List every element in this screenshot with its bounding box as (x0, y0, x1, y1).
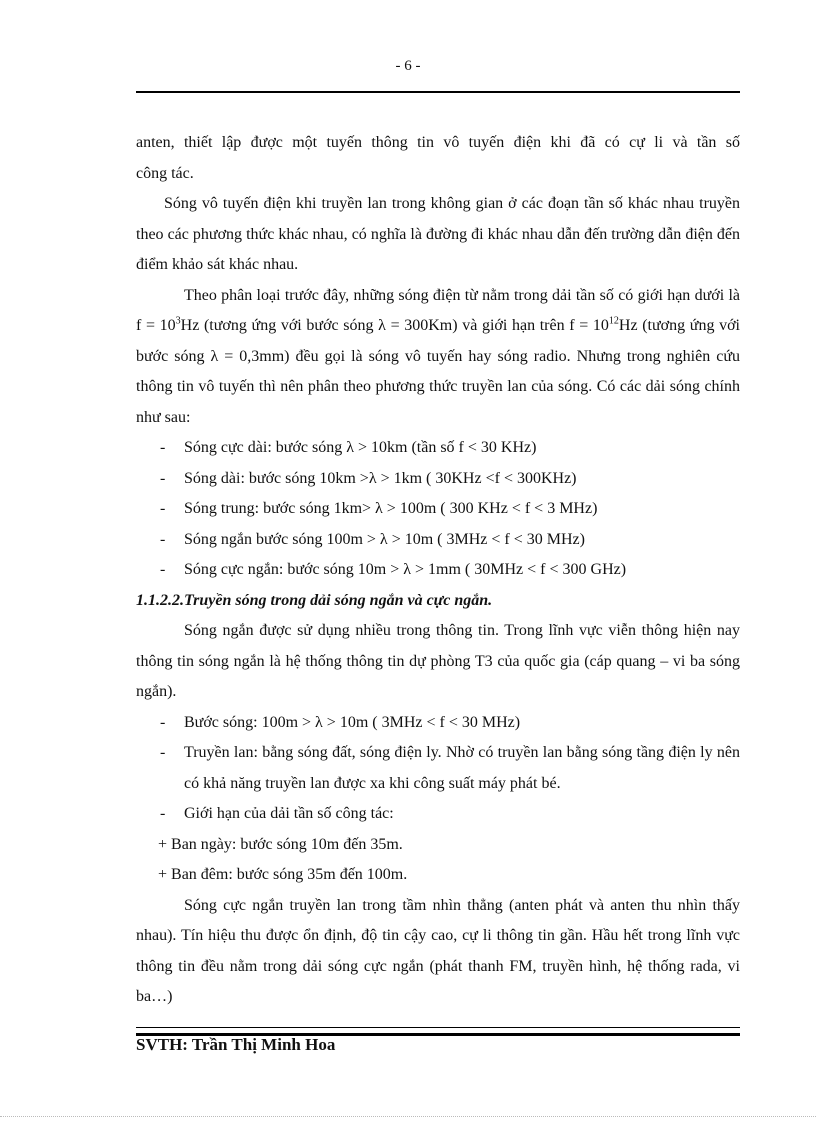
paragraph-continued: anten, thiết lập được một tuyến thông tin vô tuyến điện khi đã có cự li và tần số (136, 134, 740, 151)
dash-marker: - (160, 713, 166, 731)
band-text: Sóng trung: bước sóng 1km> λ > 100m ( 300 KHz < f < 3 MHz) (184, 500, 598, 517)
header-rule (136, 91, 740, 93)
page-number: - 6 - (395, 58, 421, 74)
paragraph-propagation: Sóng vô tuyến điện khi truyền lan trong không gian ở các đoạn tần số khác nhau truyền theo các phương thức khác nhau, có nghĩa là đường đi khác nhau dẫn đến trường dẫn điện đến điểm khảo sát khác nhau. (136, 195, 740, 273)
band-text: Sóng ngắn bước sóng 100m > λ > 10m ( 3MHz < f < 30 MHz) (184, 530, 585, 548)
short-wave-item (136, 799, 740, 830)
classification-text-b: Hz (tương ứng với bước sóng λ = 300Km) và giới hạn trên f = 10 (180, 317, 609, 334)
band-item (136, 525, 740, 556)
classification-text-c: Hz (tương ứng với bước sóng λ = 0,3mm) đều gọi là sóng vô tuyến hay sóng radio. Nhưng trong nghiên cứu thông tin vô tuyến thì nên phân theo phương thức truyền lan của sóng. Có các dải sóng chính như sau: (136, 317, 740, 426)
day-range-item: + Ban ngày: bước sóng 10m đến 35m. (158, 835, 403, 853)
paragraph-classification (136, 281, 740, 434)
item-text: Bước sóng: 100m > λ > 10m ( 3MHz < f < 30 MHz) (184, 713, 521, 731)
paragraph-continued-end: công tác. (136, 164, 194, 182)
superscript-exponent: 3 (175, 315, 181, 327)
page-body (136, 128, 740, 1013)
dash-marker: - (160, 500, 166, 517)
superscript-exponent: 12 (608, 315, 619, 327)
item-text: Truyền lan: bằng sóng đất, sóng điện ly. Nhờ có truyền lan bằng sóng tầng điện ly nên có khả năng truyền lan được xa khi công suất máy phát bé. (184, 744, 740, 792)
footer-author: SVTH: Trần Thị Minh Hoa (136, 1035, 336, 1054)
band-item (136, 494, 740, 525)
band-item (136, 555, 740, 586)
band-text: Sóng cực ngắn: bước sóng 10m > λ > 1mm ( 30MHz < f < 300 GHz) (184, 561, 627, 578)
dash-marker: - (160, 530, 166, 548)
paragraph-ultra-short-wave: Sóng cực ngắn truyền lan trong tầm nhìn thẳng (anten phát và anten thu nhìn thấy nhau). Tín hiệu thu được ổn định, độ tin cậy cao, cự li thông tin gần. Hầu hết trong lĩnh vực thông tin đều nằm trong dải sóng cực ngắn (phát thanh FM, truyền hình, hệ thống rada, vi ba…) (136, 896, 740, 1005)
dash-marker: - (160, 561, 166, 578)
classification-text-a: Theo phân loại trước đây, những sóng điện từ nằm trong dải tần số có giới hạn dưới là f = 10 (136, 286, 740, 334)
band-text: Sóng cực dài: bước sóng λ > 10km (tần số f < 30 KHz) (184, 439, 537, 456)
page-edge-dots (0, 1116, 816, 1117)
band-item (136, 433, 740, 464)
section-heading: 1.1.2.2.Truyền sóng trong dải sóng ngắn và cực ngắn. (136, 591, 493, 609)
dash-marker: - (160, 469, 166, 487)
band-item (136, 464, 740, 495)
short-wave-item (136, 738, 740, 799)
dash-marker: - (160, 744, 166, 761)
night-range-item: + Ban đêm: bước sóng 35m đến 100m. (158, 866, 408, 883)
short-wave-item (136, 708, 740, 739)
dash-marker: - (160, 439, 166, 456)
paragraph-short-wave: Sóng ngắn được sử dụng nhiều trong thông tin. Trong lĩnh vực viễn thông hiện nay thông tin sóng ngắn là hệ thống thông tin dự phòng T3 của quốc gia (cáp quang – vi ba sóng ngắn). (136, 622, 740, 700)
band-text: Sóng dài: bước sóng 10km >λ > 1km ( 30KHz <f < 300KHz) (184, 469, 577, 487)
dash-marker: - (160, 805, 166, 822)
item-text: Giới hạn của dải tần số công tác: (184, 805, 394, 822)
